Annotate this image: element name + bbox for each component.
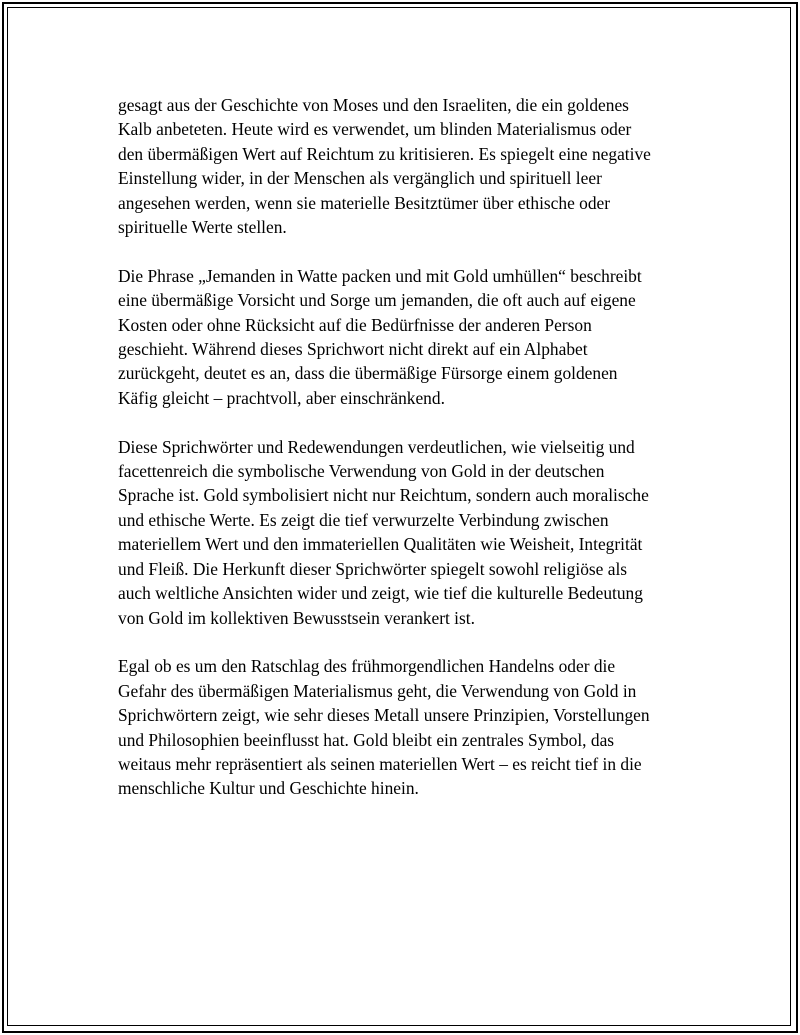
text-line: zurückgeht, deutet es an, dass die übermäßige Fürsorge einem goldenen xyxy=(118,363,618,384)
text-line: Kalb anbeteten. Heute wird es verwendet, um blinden Materialismus oder xyxy=(118,119,632,140)
text-line: spirituelle Werte stellen. xyxy=(118,217,287,238)
paragraph-2 xyxy=(118,264,688,410)
text-line: auch weltliche Ansichten wider und zeigt, wie tief die kulturelle Bedeutung xyxy=(118,583,643,604)
text-line: menschliche Kultur und Geschichte hinein. xyxy=(118,778,419,799)
text-line: Sprache ist. Gold symbolisiert nicht nur Reichtum, sondern auch moralische xyxy=(118,485,649,506)
text-line: weitaus mehr repräsentiert als seinen materiellen Wert – es reicht tief in die xyxy=(118,753,642,774)
text-line: angesehen werden, wenn sie materielle Besitztümer über ethische oder xyxy=(118,192,611,213)
text-line: eine übermäßige Vorsicht und Sorge um jemanden, die oft auch auf eigene xyxy=(118,290,636,311)
text-line: Egal ob es um den Ratschlag des frühmorgendlichen Handelns oder die xyxy=(118,656,616,677)
text-line: Die Phrase „Jemanden in Watte packen und mit Gold umhüllen“ beschreibt xyxy=(118,265,642,286)
text-line: geschieht. Während dieses Sprichwort nicht direkt auf ein Alphabet xyxy=(118,339,588,360)
text-line: den übermäßigen Wert auf Reichtum zu kritisieren. Es spiegelt eine negative xyxy=(118,143,651,164)
text-line: gesagt aus der Geschichte von Moses und den Israeliten, die ein goldenes xyxy=(118,95,629,115)
paragraph-3 xyxy=(118,435,688,630)
text-line: Käfig gleicht – prachtvoll, aber einschränkend. xyxy=(118,387,445,408)
text-line: facettenreich die symbolische Verwendung von Gold in der deutschen xyxy=(118,461,605,482)
text-line: Kosten oder ohne Rücksicht auf die Bedürfnisse der anderen Person xyxy=(118,314,592,335)
paragraph-1 xyxy=(118,93,688,239)
text-line: Gefahr des übermäßigen Materialismus geht, die Verwendung von Gold in xyxy=(118,680,637,701)
text-line: und Philosophien beeinflusst hat. Gold bleibt ein zentrales Symbol, das xyxy=(118,729,615,750)
text-line: und ethische Werte. Es zeigt die tief verwurzelte Verbindung zwischen xyxy=(118,509,609,530)
paragraph-4 xyxy=(118,654,688,800)
text-line: Sprichwörtern zeigt, wie sehr dieses Metall unsere Prinzipien, Vorstellungen xyxy=(118,705,650,726)
text-line: von Gold im kollektiven Bewusstsein verankert ist. xyxy=(118,607,475,628)
text-line: Diese Sprichwörter und Redewendungen verdeutlichen, wie vielseitig und xyxy=(118,436,635,457)
text-line: Einstellung wider, in der Menschen als vergänglich und spirituell leer xyxy=(118,168,602,189)
document-body xyxy=(118,93,688,825)
text-line: materiellem Wert und den immateriellen Qualitäten wie Weisheit, Integrität xyxy=(118,534,643,555)
text-line: und Fleiß. Die Herkunft dieser Sprichwörter spiegelt sowohl religiöse als xyxy=(118,558,628,579)
